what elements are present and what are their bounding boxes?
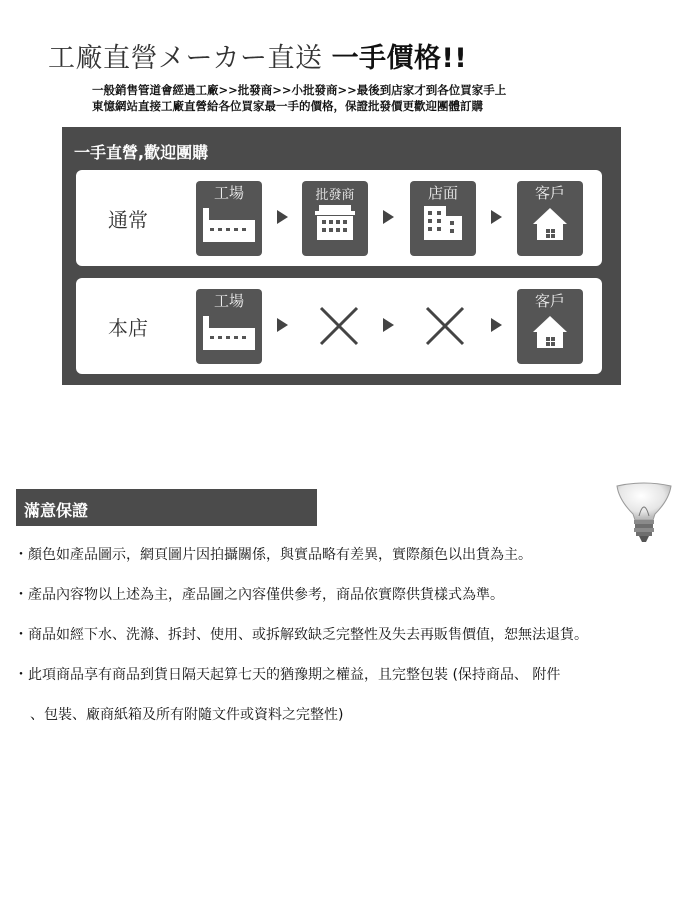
tile-label-customer: 客戶 <box>534 184 565 202</box>
note-item: ・此項商品享有商品到貨日隔天起算七天的猶豫期之權益，且完整包裝 (保持商品、 附件 <box>14 667 561 683</box>
factory-tile <box>196 289 262 364</box>
row-label-usual: 通常 <box>108 208 148 232</box>
tile-label-customer: 客戶 <box>534 292 565 310</box>
tile-label-factory: 工場 <box>213 184 244 202</box>
intro-text <box>92 82 506 114</box>
customer-tile <box>517 289 583 364</box>
arrow-right-icon <box>277 318 288 332</box>
factory-icon <box>196 202 262 252</box>
note-item: ・商品如經下水、洗滌、拆封、使用、或拆解致缺乏完整性及失去再販售價值，恕無法退貨。 <box>14 627 588 643</box>
intro-line-2: 東憶網站直接工廠直營給各位買家最一手的價格，保證批發價更歡迎團體訂購 <box>92 99 483 113</box>
arrow-right-icon <box>491 210 502 224</box>
store-building-icon <box>410 202 476 252</box>
lightbulb-icon <box>611 482 677 544</box>
arrow-right-icon <box>383 318 394 332</box>
intro-line-1: 一般銷售管道會經過工廠>>批發商>>小批發商>>最後到店家才到各位買家手上 <box>92 83 507 97</box>
tile-label-factory: 工場 <box>213 292 244 310</box>
cross-icon <box>317 304 361 348</box>
notes-list <box>14 545 694 745</box>
customer-tile <box>517 181 583 256</box>
tile-label-wholesale: 批發商 <box>315 188 355 203</box>
section-title: 滿意保證 <box>24 501 89 520</box>
wholesale-tile <box>302 181 368 256</box>
house-icon <box>517 310 583 360</box>
store-tile <box>410 181 476 256</box>
our-shop-row <box>76 278 602 374</box>
usual-channel-row <box>76 170 602 266</box>
note-item: ・產品內容物以上述為主，產品圖之內容僅供參考，商品依實際供貨樣式為準。 <box>14 587 504 603</box>
cross-icon <box>423 304 467 348</box>
headline-light: 工廠直營メーカー直送 <box>48 43 323 74</box>
wholesale-building-icon <box>302 202 368 252</box>
factory-icon <box>196 310 262 360</box>
house-icon <box>517 202 583 252</box>
distribution-panel <box>62 127 621 385</box>
tile-label-store: 店面 <box>427 184 458 202</box>
guarantee-section-header <box>16 489 317 526</box>
headline <box>48 36 467 75</box>
arrow-right-icon <box>277 210 288 224</box>
row-label-shop: 本店 <box>108 316 148 340</box>
arrow-right-icon <box>383 210 394 224</box>
headline-bold: 一手價格!! <box>331 43 468 74</box>
panel-title: 一手直營,歡迎團購 <box>74 143 209 162</box>
factory-tile <box>196 181 262 256</box>
note-item-continuation: 、包裝、廠商紙箱及所有附隨文件或資料之完整性) <box>30 707 344 723</box>
arrow-right-icon <box>491 318 502 332</box>
note-item: ・顏色如產品圖示，網頁圖片因拍攝關係，與實品略有差異，實際顏色以出貨為主。 <box>14 547 532 563</box>
